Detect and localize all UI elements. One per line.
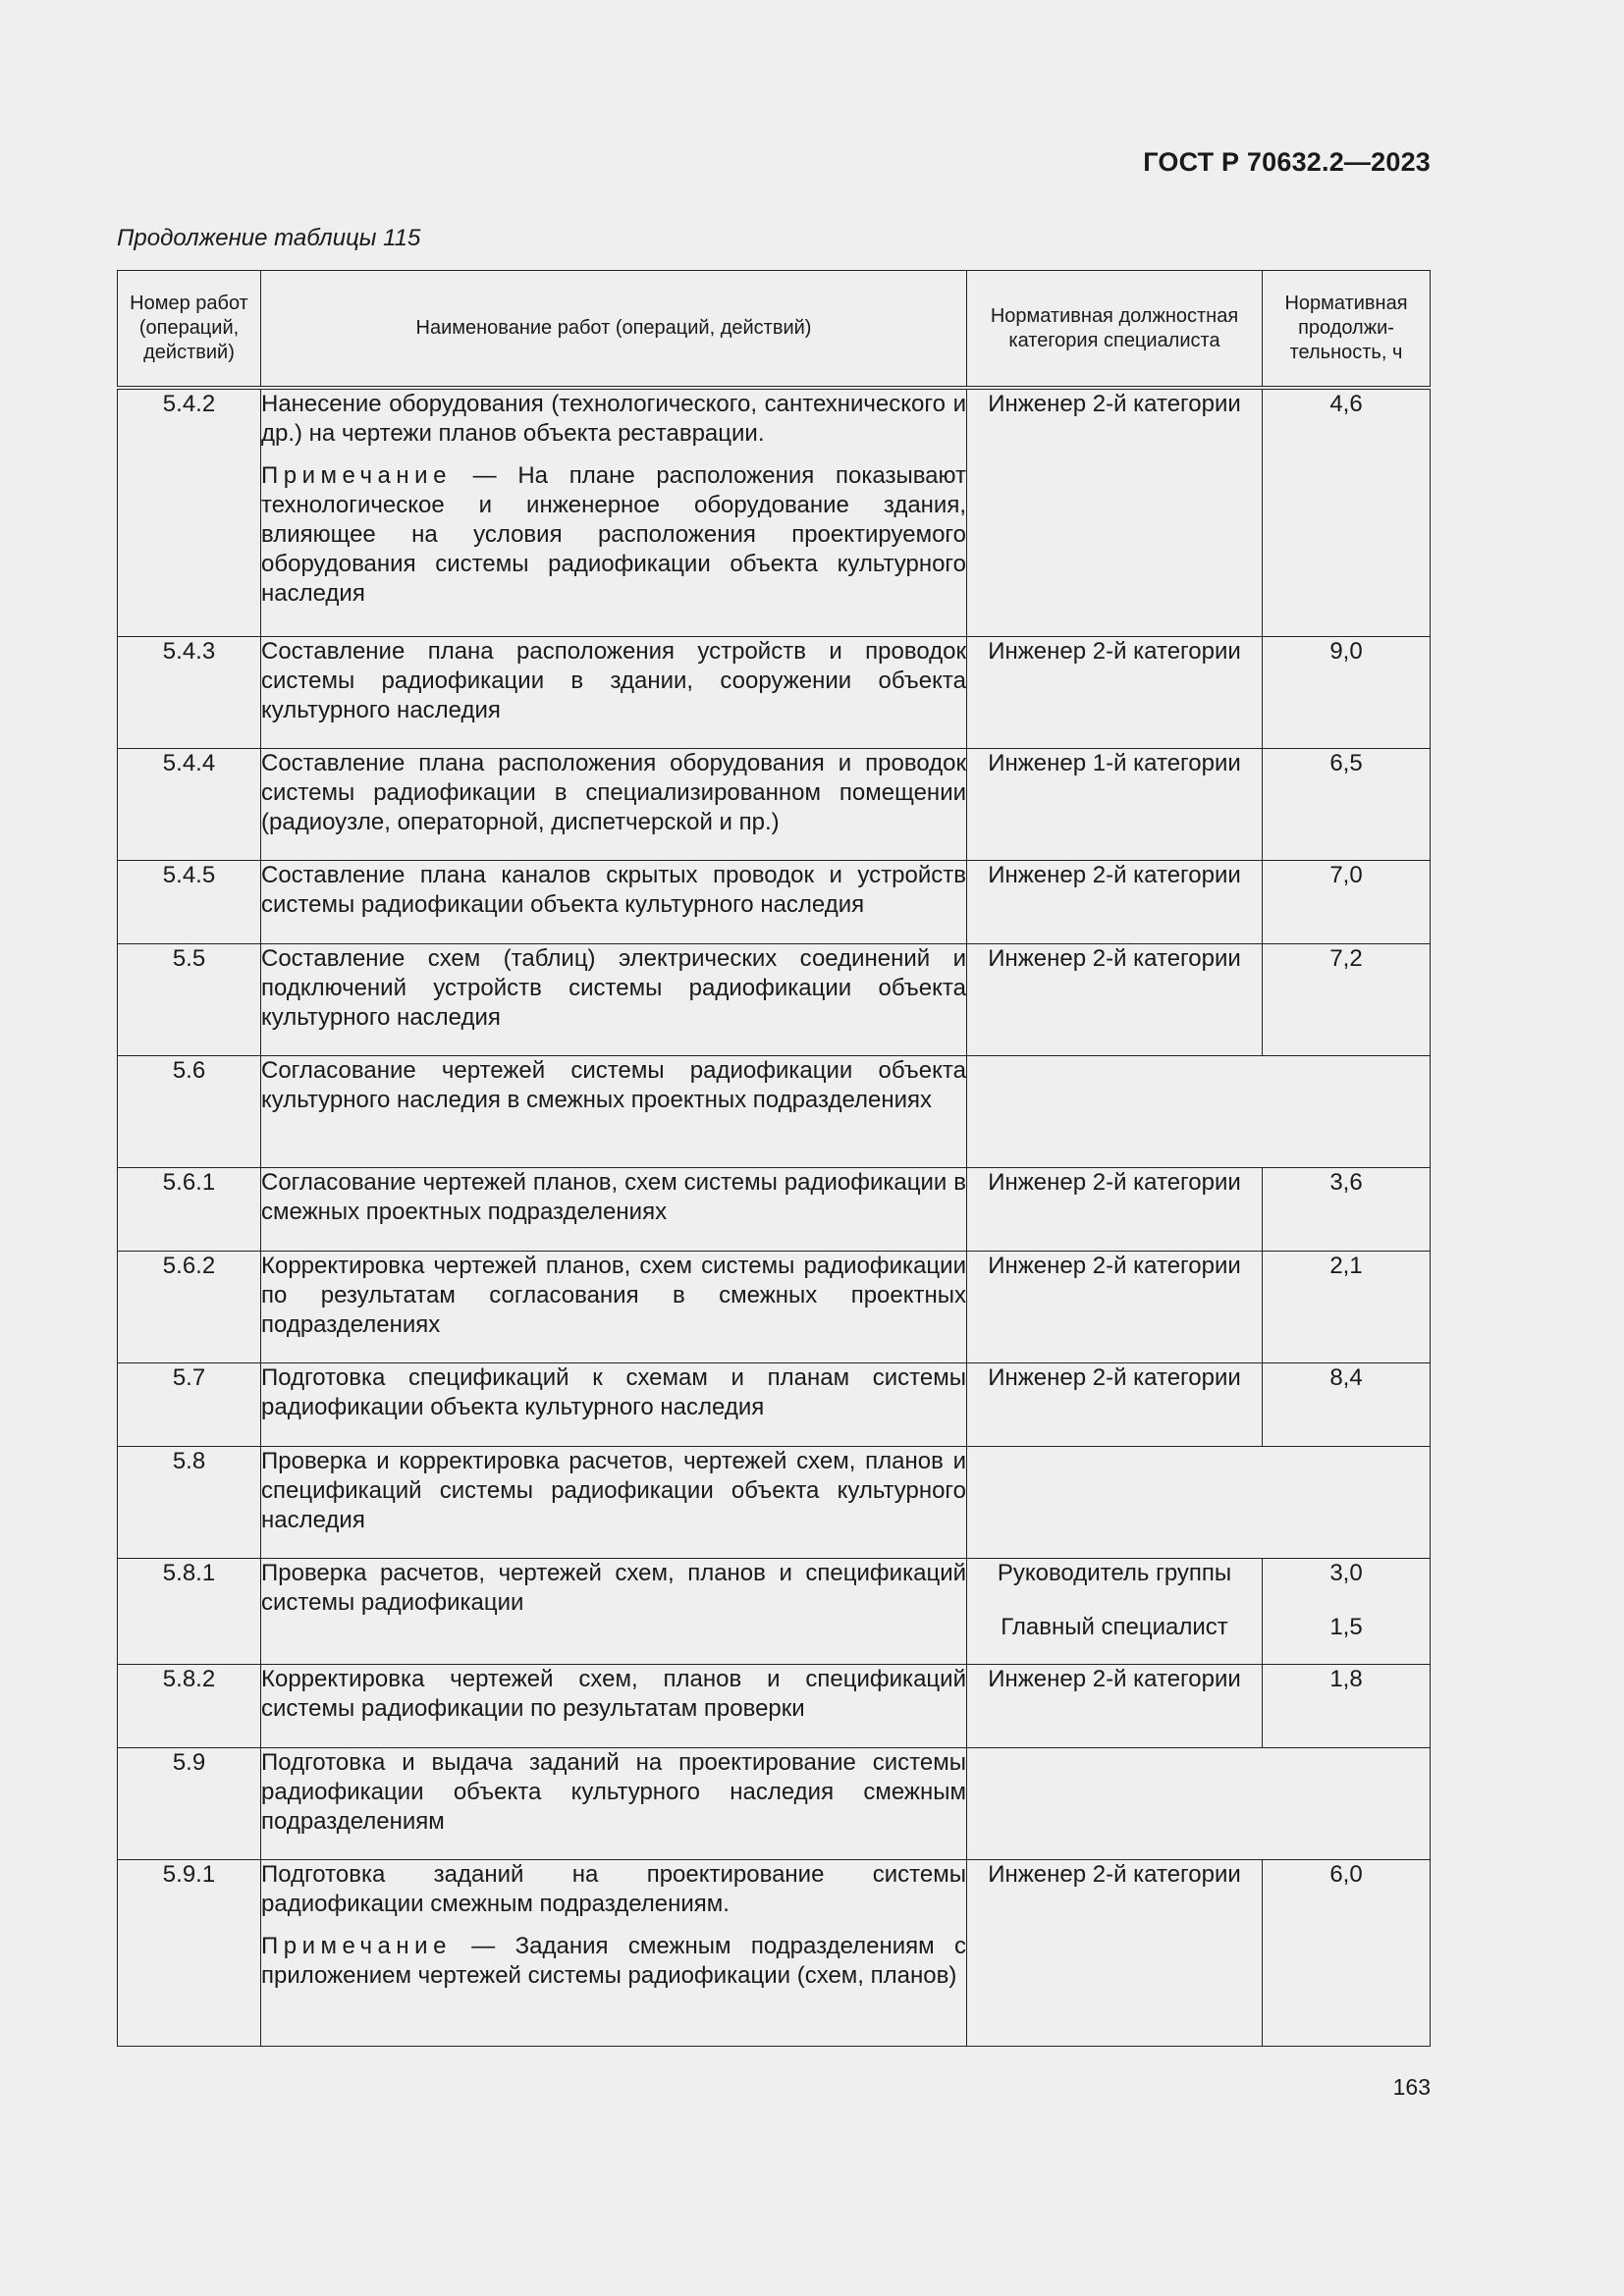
row-number: 5.4.5 <box>118 860 261 943</box>
row-name: Согласование чертежей системы радиофикации объекта культурного наследия в смежных проектных подразделениях <box>261 1055 967 1167</box>
row-category: Инженер 2-й категории <box>967 860 1263 943</box>
row-duration: 4,6 <box>1263 388 1431 636</box>
row-number: 5.8.1 <box>118 1558 261 1664</box>
row-category: Инженер 2-й категории <box>967 1859 1263 2046</box>
row-duration: 6,5 <box>1263 748 1431 860</box>
row-number: 5.4.3 <box>118 636 261 748</box>
row-name: Составление плана каналов скрытых проводок и устройств системы радиофикации объекта культурного наследия <box>261 860 967 943</box>
row-number: 5.6.2 <box>118 1251 261 1362</box>
row-category: Инженер 2-й категории <box>967 1251 1263 1362</box>
category-group-lead: Руководитель группы <box>997 1559 1232 1586</box>
table-row <box>118 943 1431 1055</box>
row-number: 5.9.1 <box>118 1859 261 2046</box>
row-category: Инженер 2-й категории <box>967 1664 1263 1747</box>
row-name: Составление плана расположения устройств и проводок системы радиофикации в здании, сооружении объекта культурного наследия <box>261 636 967 748</box>
row-name: Корректировка чертежей планов, схем системы радиофикации по результатам согласования в смежных проектных подразделениях <box>261 1251 967 1362</box>
note <box>261 461 966 609</box>
table-row <box>118 1747 1431 1859</box>
works-table <box>117 270 1431 2047</box>
row-number: 5.4.2 <box>118 388 261 636</box>
row-name: Подготовка и выдача заданий на проектирование системы радиофикации объекта культурного наследия смежным подразделениям <box>261 1747 967 1859</box>
table-caption: Продолжение таблицы 115 <box>117 225 421 251</box>
row-empty-merged <box>967 1747 1431 1859</box>
row-duration: 8,4 <box>1263 1362 1431 1446</box>
row-name <box>261 388 967 636</box>
row-number: 5.8.2 <box>118 1664 261 1747</box>
row-duration: 6,0 <box>1263 1859 1431 2046</box>
header-duration: Нормативная продолжи- тельность, ч <box>1263 271 1431 389</box>
table-row <box>118 1859 1431 2046</box>
row-category: Инженер 2-й категории <box>967 388 1263 636</box>
note-text: — На плане расположения показывают технологическое и инженерное оборудование здания, влияющее на условия расположения проектируемого оборудования системы радиофикации объекта культурного наследия <box>261 462 966 607</box>
row-number: 5.7 <box>118 1362 261 1446</box>
row-name: Проверка расчетов, чертежей схем, планов и спецификаций системы радиофикации <box>261 1558 967 1664</box>
row-category: Инженер 2-й категории <box>967 1167 1263 1251</box>
table-row <box>118 1446 1431 1558</box>
table-row <box>118 1664 1431 1747</box>
category-chief-specialist: Главный специалист <box>1001 1613 1228 1640</box>
page-number: 163 <box>1392 2074 1431 2100</box>
row-duration <box>1263 1558 1431 1664</box>
row-empty-merged <box>967 1055 1431 1167</box>
header-name: Наименование работ (операций, действий) <box>261 271 967 389</box>
row-number: 5.8 <box>118 1446 261 1558</box>
row-name: Подготовка спецификаций к схемам и планам системы радиофикации объекта культурного наследия <box>261 1362 967 1446</box>
row-duration: 2,1 <box>1263 1251 1431 1362</box>
row-number: 5.6.1 <box>118 1167 261 1251</box>
document-code: ГОСТ Р 70632.2—2023 <box>1143 147 1431 177</box>
row-category: Инженер 2-й категории <box>967 1362 1263 1446</box>
duration-group-lead: 3,0 <box>1329 1559 1363 1586</box>
work-description: Подготовка заданий на проектирование системы радиофикации смежным подразделениям. <box>261 1860 966 1917</box>
row-name: Проверка и корректировка расчетов, чертежей схем, планов и спецификаций системы радиофикации объекта культурного наследия <box>261 1446 967 1558</box>
row-category: Инженер 2-й категории <box>967 636 1263 748</box>
table-row <box>118 1362 1431 1446</box>
row-name: Составление плана расположения оборудования и проводок системы радиофикации в специализированном помещении (радиоузле, операторной, диспетчерской и пр.) <box>261 748 967 860</box>
row-duration: 7,0 <box>1263 860 1431 943</box>
row-duration: 7,2 <box>1263 943 1431 1055</box>
row-number: 5.5 <box>118 943 261 1055</box>
header-category: Нормативная должностная категория специалиста <box>967 271 1263 389</box>
table-row <box>118 860 1431 943</box>
row-duration: 9,0 <box>1263 636 1431 748</box>
row-category <box>967 1558 1263 1664</box>
table-header-row <box>118 271 1431 389</box>
row-number: 5.6 <box>118 1055 261 1167</box>
row-category: Инженер 2-й категории <box>967 943 1263 1055</box>
row-duration: 1,8 <box>1263 1664 1431 1747</box>
table-row <box>118 1055 1431 1167</box>
table-row <box>118 388 1431 636</box>
note-label: Примечание <box>261 462 452 489</box>
row-name: Корректировка чертежей схем, планов и спецификаций системы радиофикации по результатам проверки <box>261 1664 967 1747</box>
row-name: Согласование чертежей планов, схем системы радиофикации в смежных проектных подразделениях <box>261 1167 967 1251</box>
table-row <box>118 1167 1431 1251</box>
work-description: Нанесение оборудования (технологического, сантехнического и др.) на чертежи планов объекта реставрации. <box>261 391 966 447</box>
row-name <box>261 1859 967 2046</box>
table-row <box>118 636 1431 748</box>
duration-chief-specialist: 1,5 <box>1329 1613 1363 1640</box>
row-category: Инженер 1-й категории <box>967 748 1263 860</box>
row-name: Составление схем (таблиц) электрических соединений и подключений устройств системы радиофикации объекта культурного наследия <box>261 943 967 1055</box>
table-row <box>118 748 1431 860</box>
table-row <box>118 1558 1431 1664</box>
header-number: Номер работ (операций, действий) <box>118 271 261 389</box>
row-empty-merged <box>967 1446 1431 1558</box>
note-label: Примечание <box>261 1932 452 1959</box>
row-number: 5.4.4 <box>118 748 261 860</box>
row-duration: 3,6 <box>1263 1167 1431 1251</box>
table-row <box>118 1251 1431 1362</box>
note-text: — Задания смежным подразделениям с приложением чертежей системы радиофикации (схем, планов) <box>261 1932 966 1989</box>
note <box>261 1932 966 1991</box>
row-number: 5.9 <box>118 1747 261 1859</box>
